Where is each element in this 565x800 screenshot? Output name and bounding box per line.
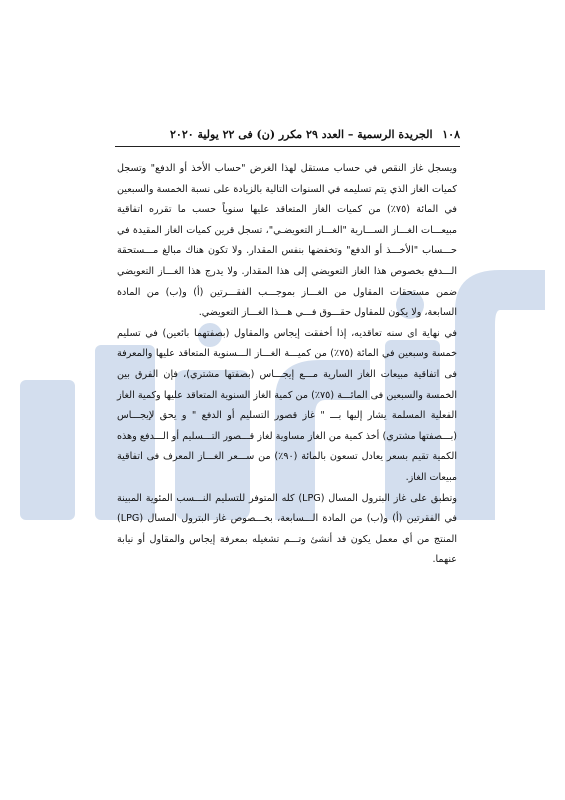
header-divider bbox=[115, 146, 460, 147]
paragraph-makeup-gas: ويسجل غاز النقص في حساب مستقل لهذا الغرض "حساب الأخذ أو الدفع" وتسجل كميات الغاز الذي يتم تسليمه في السنوات التالية بالزيادة على نسبة الخمسة والسبعين في المائة (٧٥٪) من كميات الغاز المتعاقد عليها سنوياً حسب ما تقرره اتفاقية مبيعـــات الغـــاز الســـارية "الغـــاز التعويضـي"، تسجل قرين كميات الغاز المقيدة في حـــساب "الأخـــذ أو الدفع" وتخفضها بنفس المقدار. ولا تكون هناك مبالغ مـــستحقة الـــدفع بخصوص هذا الغاز التعويضي إلى هذا المقدار. ولا يدرج هذا الغـــاز التعويضي ضمن مستحقات المقاول من الغـــاز بموجـــب الفقـــرتين (أ) و(ب) من المادة السابعة، ولا يكون للمقاول حقـــوق فـــي هـــذا الغـــاز التعويضي. bbox=[117, 163, 457, 319]
article-body bbox=[117, 159, 457, 571]
journal-title: الجريدة الرسمية – العدد ٢٩ مكرر (ن) فى ٢٢ يولية ٢٠٢٠ bbox=[170, 128, 433, 141]
paragraph-shortfall-gas: في نهاية اى سنه تعاقديه، إذا أخفقت إيجاس والمقاول (بصفتهما بائعين) في تسليم خمسة وسبعين في المائة (٧٥٪) من كميـــة الغـــاز الـــسنوية المتعاقد عليها والمعرفة فى اتفاقية مبيعات الغاز السارية مـــع إيجـــاس (بصفتها مشتري)، فإن الفرق بين الخمسة والسبعين فى المائـــة (٧٥٪) من كمية الغاز السنوية المتعاقد عليها وكمية الغاز الفعلية المسلمة يشار إليها بـــ " غاز قصور التسليم أو الدفع " و يحق لإيجـــاس (بـــصفتها مشتري) أخذ كمية من الغاز مساوية لغاز قـــصور التـــسليم أو الـــدفع وهذه الكمية تقيم بسعر يعادل تسعون بالمائة (٩٠٪) من ســـعر الغـــاز المعرف فى اتفاقية مبيعات الغاز. bbox=[117, 327, 458, 483]
page-header bbox=[115, 128, 460, 141]
page-number: ١٠٨ bbox=[442, 128, 460, 141]
paragraph-lpg: وتطبق على غاز البترول المسال (LPG) كله المتوفر للتسليم النـــسب المئوية المبينة في الفقرتين (أ) و(ب) من المادة الـــسابعة، بخـــصوص غاز البترول المسال (LPG) المنتج من أي معمل يكون قد أنشئ وتـــم تشغيله بمعرفة إيجاس والمقاول أو نيابة عنهما. bbox=[117, 492, 457, 566]
